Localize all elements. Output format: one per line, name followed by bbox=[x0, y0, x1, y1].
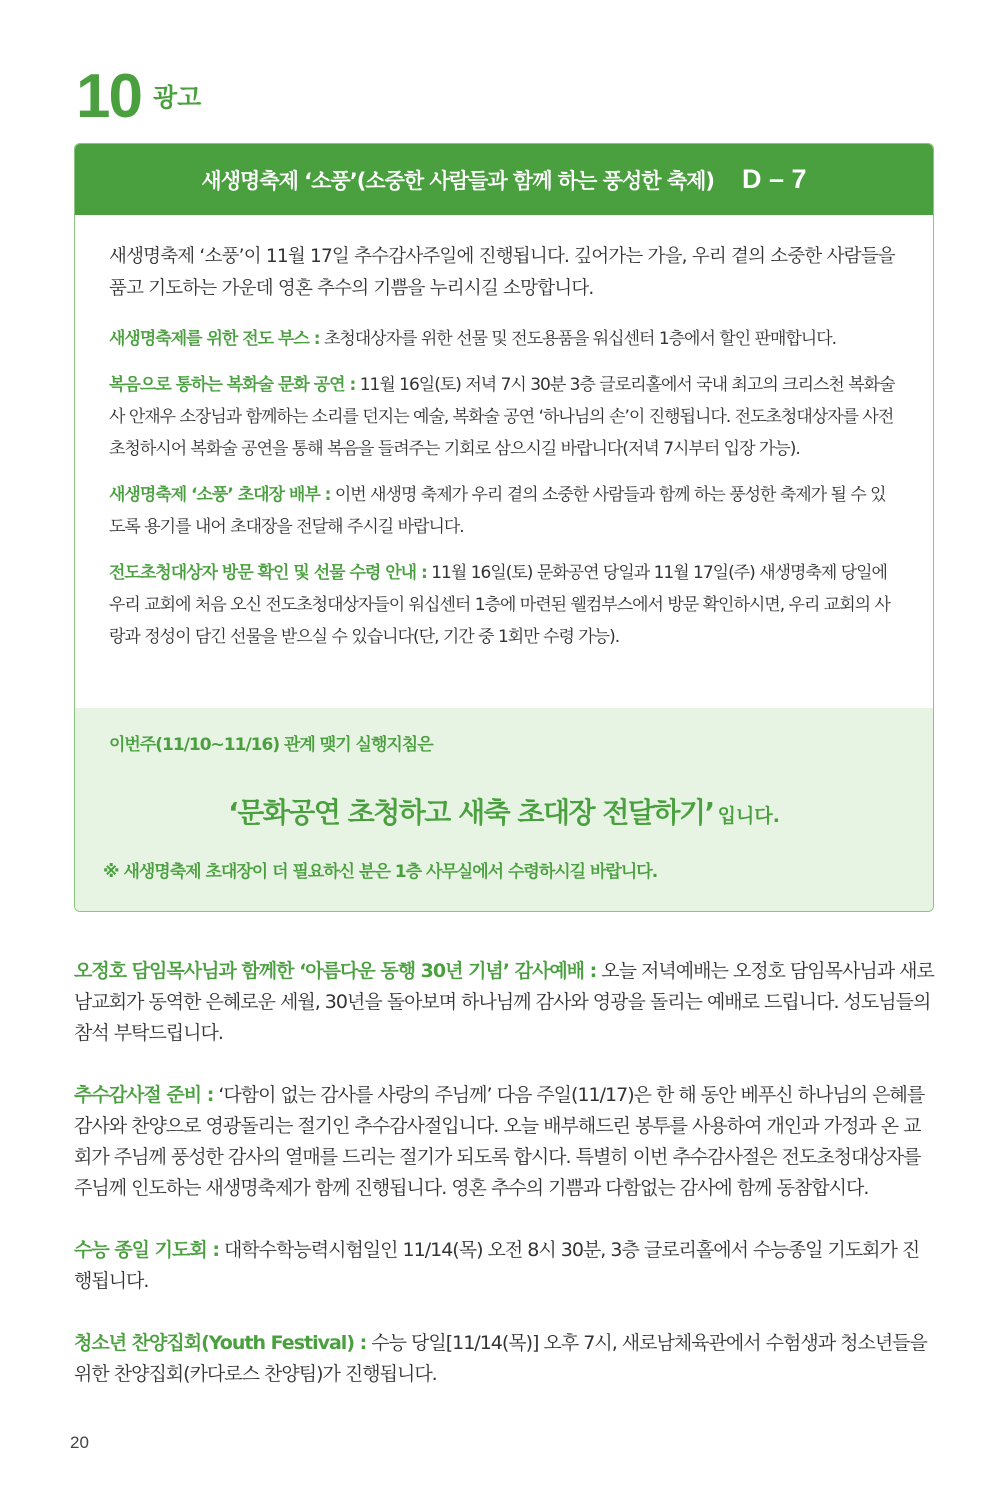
guideline-note: ※ 새생명축제 초대장이 더 필요하신 분은 1층 사무실에서 수령하시길 바랍니다. bbox=[103, 862, 658, 882]
notice-label: 수능 종일 기도회 : bbox=[74, 1239, 219, 1261]
page-number: 20 bbox=[70, 1433, 89, 1452]
item-text: 이번 새생명 축제가 우리 곁의 소중한 사람들과 함께 하는 풍성한 축제가 될 수 있도록 용기를 내어 초대장을 전달해 주시길 바랍니다. bbox=[109, 485, 886, 537]
festival-title: 새생명축제 ‘소풍’(소중한 사람들과 함께 하는 풍성한 축제) bbox=[201, 168, 715, 193]
notice-text: ‘다함이 없는 감사를 사랑의 주님께’ 다음 주일(11/17)은 한 해 동안 베푸신 하나님의 은혜를 감사와 찬양으로 영광돌리는 절기인 추수감사절입니다. 오늘 배부해드린 봉투를 사용하여 개인과 가정과 온 교회가 주님께 풍성한 감사의 열매를 드리는 절기가 되도록 합시다. 특별히 이번 추수감사절은 전도초청대상자를 주님께 인도하는 새생명축제가 함께 진행됩니다. 영혼 추수의 기쁨과 다함없는 감사에 함께 동참합시다. bbox=[74, 1084, 925, 1199]
notice-item bbox=[74, 1235, 934, 1297]
festival-box-body bbox=[75, 215, 933, 653]
festival-item bbox=[109, 557, 899, 653]
page-header bbox=[76, 62, 202, 131]
item-text: 11월 16일(토) 저녁 7시 30분 3층 글로리홀에서 국내 최고의 크리스천 복화술사 안재우 소장님과 함께하는 소리를 던지는 예술, 복화술 공연 ‘하나님의 손’이 진행됩니다. 전도초청대상자를 사전 초청하시어 복화술 공연을 통해 복음을 들려주는 기회로 삼으시길 바랍니다(저녁 7시부터 입장 가능). bbox=[109, 375, 895, 459]
guideline-main-suffix: 입니다. bbox=[717, 805, 780, 827]
item-label: 전도초청대상자 방문 확인 및 선물 수령 안내 : bbox=[109, 563, 427, 583]
section-label: 광고 bbox=[152, 83, 202, 112]
festival-box bbox=[74, 143, 934, 912]
item-text: 11월 16일(토) 문화공연 당일과 11월 17일(주) 새생명축제 당일에 우리 교회에 처음 오신 전도초청대상자들이 워십센터 1층에 마련된 웰컴부스에서 방문 확인하시면, 우리 교회의 사랑과 정성이 담긴 선물을 받으실 수 있습니다(단, 기간 중 1회만 수령 가능). bbox=[109, 563, 890, 647]
notice-label: 청소년 찬양집회(Youth Festival) : bbox=[74, 1332, 367, 1354]
notice-label: 추수감사절 준비 : bbox=[74, 1084, 214, 1106]
notices-list bbox=[74, 956, 934, 1421]
item-label: 새생명축제를 위한 전도 부스 : bbox=[109, 329, 320, 349]
festival-item bbox=[109, 323, 899, 355]
item-label: 복음으로 통하는 복화술 문화 공연 : bbox=[109, 375, 356, 395]
notice-label: 오정호 담임목사님과 함께한 ‘아름다운 동행 30년 기념’ 감사예배 : bbox=[74, 960, 597, 982]
item-text: 초청대상자를 위한 선물 및 전도용품을 워십센터 1층에서 할인 판매합니다. bbox=[319, 329, 837, 349]
notice-text: 오늘 저녁예배는 오정호 담임목사님과 새로남교회가 동역한 은혜로운 세월, 30년을 돌아보며 하나님께 감사와 영광을 돌리는 예배로 드립니다. 성도님들의 참석 부탁드립니다. bbox=[74, 960, 934, 1044]
notice-item bbox=[74, 1328, 934, 1390]
dday-badge: D – 7 bbox=[742, 164, 807, 194]
notice-text: 대학수학능력시험일인 11/14(목) 오전 8시 30분, 3층 글로리홀에서 수능종일 기도회가 진행됩니다. bbox=[74, 1239, 920, 1292]
festival-item bbox=[109, 479, 899, 543]
festival-intro: 새생명축제 ‘소풍’이 11월 17일 추수감사주일에 진행됩니다. 깊어가는 가을, 우리 곁의 소중한 사람들을 품고 기도하는 가운데 영혼 추수의 기쁨을 누리시길 소망합니다. bbox=[109, 246, 895, 299]
festival-box-header bbox=[75, 144, 933, 215]
festival-item bbox=[109, 369, 899, 465]
section-number: 10 bbox=[76, 62, 141, 131]
notice-text: 수능 당일[11/14(목)] 오후 7시, 새로남체육관에서 수험생과 청소년들을 위한 찬양집회(카다로스 찬양팀)가 진행됩니다. bbox=[74, 1332, 927, 1385]
item-label: 새생명축제 ‘소풍’ 초대장 배부 : bbox=[109, 485, 331, 505]
notice-item bbox=[74, 956, 934, 1049]
notice-item bbox=[74, 1080, 934, 1204]
guideline-period: 이번주(11/10~11/16) 관계 맺기 실행지침은 bbox=[109, 735, 433, 755]
guideline-main bbox=[109, 791, 899, 831]
weekly-guideline bbox=[75, 708, 933, 911]
guideline-main-text: ‘문화공연 초청하고 새축 초대장 전달하기’ bbox=[228, 796, 714, 829]
